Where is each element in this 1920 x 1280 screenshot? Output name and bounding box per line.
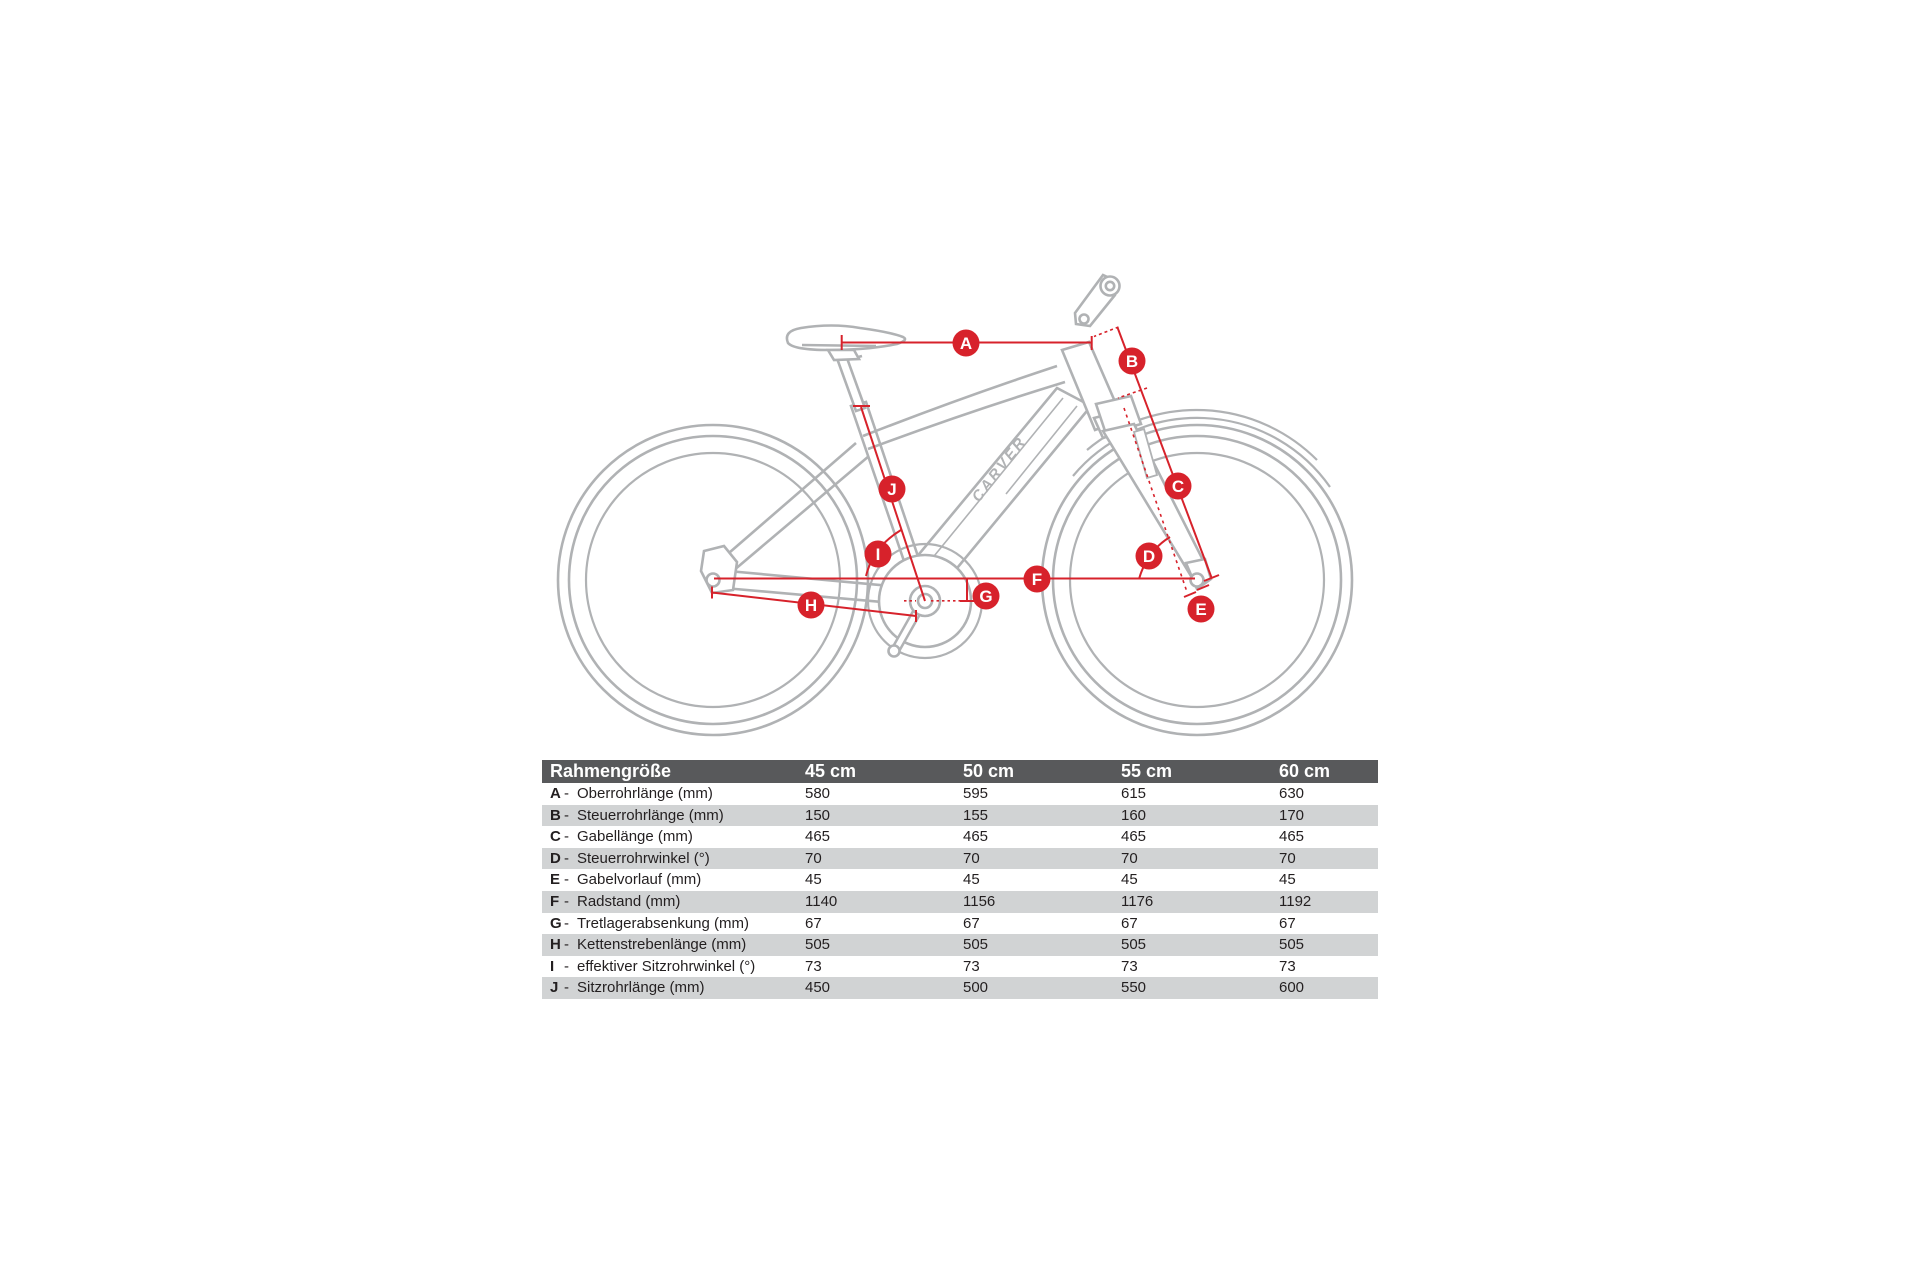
marker-B <box>1119 348 1146 375</box>
table-row <box>542 869 1378 891</box>
row-label: Oberrohrlänge (mm) <box>577 785 713 802</box>
row-label-cell <box>542 869 805 891</box>
handlebar <box>1075 275 1120 326</box>
row-value: 450 <box>805 979 831 997</box>
row-value: 465 <box>1121 828 1147 846</box>
row-label-cell <box>542 891 805 913</box>
table-row <box>542 805 1378 827</box>
row-label-cell <box>542 848 805 870</box>
row-label: Gabellänge (mm) <box>577 828 693 846</box>
row-label: effektiver Sitzrohrwinkel (°) <box>577 957 756 975</box>
row-letter: I <box>550 957 555 975</box>
svg-text:I: I <box>875 545 881 564</box>
row-value: 67 <box>805 914 822 932</box>
row-dash: - <box>564 936 569 954</box>
row-value: 45 <box>1121 871 1138 889</box>
row-dash: - <box>564 806 569 824</box>
row-value: 465 <box>805 828 831 846</box>
table-row <box>542 934 1378 956</box>
row-dash: - <box>564 828 569 846</box>
row-label: Steuerrohrwinkel (°) <box>577 849 710 867</box>
row-value: 73 <box>1121 957 1138 975</box>
row-value: 465 <box>963 828 989 846</box>
row-value: 160 <box>1121 806 1147 824</box>
table-row <box>542 913 1378 935</box>
svg-text:B: B <box>1125 352 1139 371</box>
row-value: 1140 <box>805 892 838 910</box>
row-label: Steuerrohrlänge (mm) <box>577 806 724 824</box>
row-value: 550 <box>1121 979 1147 997</box>
table-header-60cm: 60 cm <box>1279 761 1331 781</box>
row-label-cell <box>542 956 805 978</box>
row-value: 505 <box>1121 936 1147 954</box>
table-header-50cm: 50 cm <box>963 761 1015 781</box>
row-value: 595 <box>963 785 989 802</box>
marker-G <box>973 583 1000 610</box>
marker-C <box>1165 473 1192 500</box>
svg-text:J: J <box>887 480 897 499</box>
row-label-cell <box>542 805 805 827</box>
table-header-55cm: 55 cm <box>1121 761 1173 781</box>
row-value: 70 <box>1121 849 1138 867</box>
row-value: 505 <box>805 936 831 954</box>
row-value: 505 <box>1279 936 1305 954</box>
row-value: 155 <box>963 806 989 824</box>
row-dash: - <box>564 914 569 932</box>
row-letter: B <box>550 806 561 824</box>
svg-text:C: C <box>1171 477 1185 496</box>
row-value: 67 <box>1279 914 1296 932</box>
svg-text:A: A <box>959 334 973 353</box>
table-row <box>542 891 1378 913</box>
marker-F <box>1024 566 1051 593</box>
row-value: 1192 <box>1279 892 1312 910</box>
table-rows <box>542 783 1378 999</box>
row-value: 150 <box>805 806 831 824</box>
table-header-frame-size: Rahmengröße <box>550 761 672 781</box>
row-label-cell <box>542 934 805 956</box>
table-row <box>542 956 1378 978</box>
svg-text:E: E <box>1195 600 1207 619</box>
row-letter: J <box>550 979 559 997</box>
svg-text:F: F <box>1031 570 1043 589</box>
row-label: Kettenstrebenlänge (mm) <box>577 936 747 954</box>
row-value: 73 <box>1279 957 1296 975</box>
table-row <box>542 826 1378 848</box>
row-dash: - <box>564 871 569 889</box>
marker-D <box>1136 543 1163 570</box>
row-value: 45 <box>805 871 822 889</box>
row-dash: - <box>564 892 569 910</box>
row-value: 67 <box>963 914 980 932</box>
row-letter: F <box>550 892 560 910</box>
rear-dropout <box>701 546 737 593</box>
row-dash: - <box>564 849 569 867</box>
row-label-cell <box>542 826 805 848</box>
svg-text:D: D <box>1142 547 1156 566</box>
row-value: 170 <box>1279 806 1305 824</box>
row-value: 1176 <box>1121 892 1154 910</box>
table-row <box>542 977 1378 999</box>
row-value: 45 <box>963 871 980 889</box>
row-value: 500 <box>963 979 989 997</box>
brand-logo: CARVER <box>968 433 1031 506</box>
marker-E <box>1188 596 1215 623</box>
marker-J <box>879 476 906 503</box>
svg-text:H: H <box>804 596 818 615</box>
marker-A <box>953 330 980 357</box>
row-value: 630 <box>1279 785 1305 802</box>
row-value: 505 <box>963 936 989 954</box>
row-letter: H <box>550 936 561 954</box>
row-dash: - <box>564 785 569 802</box>
svg-text:G: G <box>979 587 993 606</box>
table-header-45cm: 45 cm <box>805 761 857 781</box>
row-label-cell <box>542 783 805 805</box>
row-value: 73 <box>963 957 980 975</box>
row-letter: A <box>550 785 561 802</box>
row-letter: G <box>550 914 562 932</box>
row-dash: - <box>564 957 569 975</box>
row-value: 600 <box>1279 979 1305 997</box>
row-value: 73 <box>805 957 822 975</box>
row-letter: E <box>550 871 561 889</box>
table-row <box>542 848 1378 870</box>
row-letter: D <box>550 849 561 867</box>
row-label-cell <box>542 913 805 935</box>
row-value: 70 <box>963 849 980 867</box>
row-value: 465 <box>1279 828 1305 846</box>
row-label: Gabelvorlauf (mm) <box>577 871 702 889</box>
row-value: 67 <box>1121 914 1138 932</box>
row-letter: C <box>550 828 561 846</box>
row-value: 1156 <box>963 892 996 910</box>
row-label-cell <box>542 977 805 999</box>
row-value: 580 <box>805 785 831 802</box>
row-value: 615 <box>1121 785 1147 802</box>
table-header-row <box>542 760 1378 783</box>
marker-I <box>865 541 892 568</box>
row-label: Sitzrohrlänge (mm) <box>577 979 705 997</box>
marker-H <box>798 592 825 619</box>
row-value: 45 <box>1279 871 1296 889</box>
row-dash: - <box>564 979 569 997</box>
row-value: 70 <box>805 849 822 867</box>
row-label: Tretlagerabsenkung (mm) <box>577 914 750 932</box>
row-value: 70 <box>1279 849 1296 867</box>
row-label: Radstand (mm) <box>577 892 681 910</box>
table-row <box>542 783 1378 805</box>
geometry-table <box>542 760 1378 999</box>
